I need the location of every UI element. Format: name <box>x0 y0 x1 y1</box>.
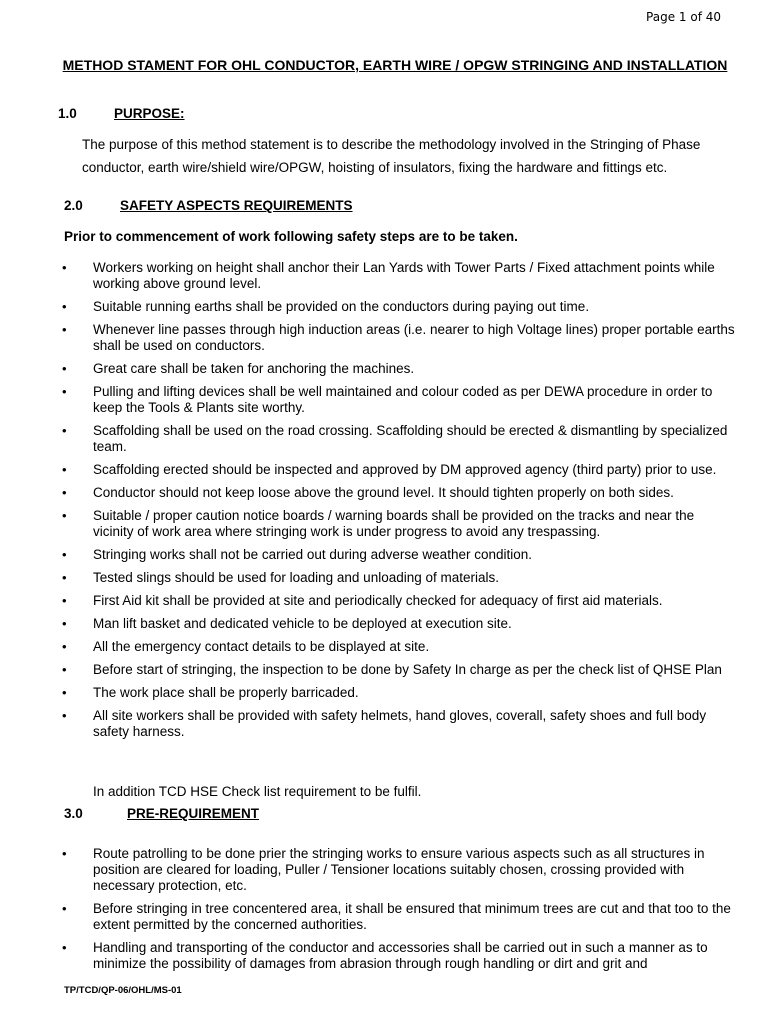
section-1-number: 1.0 <box>58 106 77 121</box>
list-item-text: Handling and transporting of the conductor and accessories shall be carried out in such a manner as to minimize the possibility of damages from abrasion through rough handling or dirt and grit and <box>93 940 708 971</box>
prerequisite-list-item <box>62 846 738 894</box>
safety-list-item <box>62 485 738 501</box>
safety-list-item <box>62 260 738 292</box>
list-item-text: Great care shall be taken for anchoring the machines. <box>93 361 415 376</box>
bullet-icon: • <box>62 846 67 861</box>
prerequisite-bullet-list <box>62 846 738 979</box>
list-item-text: Suitable / proper caution notice boards / warning boards shall be provided on the tracks and near the vicinity of work area where stringing work is under progress to avoid any trespassing. <box>93 508 695 539</box>
list-item-text: Before stringing in tree concentered area, it shall be ensured that minimum trees are cut and that too to the extent permitted by the concerned authorities. <box>93 901 731 932</box>
safety-list-item <box>62 384 738 416</box>
safety-list-item <box>62 462 738 478</box>
document-title: METHOD STAMENT FOR OHL CONDUCTOR, EARTH WIRE / OPGW STRINGING AND INSTALLATION <box>62 57 728 73</box>
safety-list-item <box>62 299 738 315</box>
safety-list-item <box>62 508 738 540</box>
list-item-text: All site workers shall be provided with safety helmets, hand gloves, coverall, safety shoes and full body safety harness. <box>93 708 707 739</box>
safety-bullet-list <box>62 260 738 747</box>
bullet-icon: • <box>62 708 67 723</box>
section-2-title: SAFETY ASPECTS REQUIREMENTS <box>120 198 353 213</box>
list-item-text: Route patrolling to be done prier the stringing works to ensure various aspects such as all structures in position are cleared for loading, Puller / Tensioner locations suitably chosen, crossing provided with necessary protection, etc. <box>93 846 705 893</box>
safety-list-item <box>62 708 738 740</box>
safety-list-item <box>62 570 738 586</box>
bullet-icon: • <box>62 485 67 500</box>
list-item-text: Workers working on height shall anchor their Lan Yards with Tower Parts / Fixed attachment points while working above ground level. <box>93 260 715 291</box>
safety-intro: Prior to commencement of work following safety steps are to be taken. <box>64 229 518 244</box>
bullet-icon: • <box>62 639 67 654</box>
section-1-title: PURPOSE: <box>114 106 185 121</box>
safety-list-item <box>62 322 738 354</box>
bullet-icon: • <box>62 685 67 700</box>
hse-note: In addition TCD HSE Check list requirement to be fulfil. <box>93 784 422 799</box>
page-number: Page 1 of 40 <box>646 10 721 24</box>
document-reference-footer: TP/TCD/QP-06/OHL/MS-01 <box>64 985 182 996</box>
list-item-text: First Aid kit shall be provided at site and periodically checked for adequacy of first aid materials. <box>93 593 663 608</box>
section-2-number: 2.0 <box>64 198 83 213</box>
list-item-text: Suitable running earths shall be provided on the conductors during paying out time. <box>93 299 590 314</box>
list-item-text: Whenever line passes through high induction areas (i.e. nearer to high Voltage lines) proper portable earths shall be used on conductors. <box>93 322 735 353</box>
bullet-icon: • <box>62 547 67 562</box>
list-item-text: Man lift basket and dedicated vehicle to be deployed at execution site. <box>93 616 512 631</box>
list-item-text: All the emergency contact details to be displayed at site. <box>93 639 430 654</box>
bullet-icon: • <box>62 423 67 438</box>
prerequisite-list-item <box>62 901 738 933</box>
bullet-icon: • <box>62 322 67 337</box>
list-item-text: Scaffolding erected should be inspected and approved by DM approved agency (third party) prior to use. <box>93 462 717 477</box>
safety-list-item <box>62 685 738 701</box>
list-item-text: Pulling and lifting devices shall be well maintained and colour coded as per DEWA procedure in order to keep the Tools & Plants site worthy. <box>93 384 713 415</box>
bullet-icon: • <box>62 901 67 916</box>
prerequisite-list-item <box>62 940 738 972</box>
bullet-icon: • <box>62 260 67 275</box>
bullet-icon: • <box>62 508 67 523</box>
list-item-text: Stringing works shall not be carried out during adverse weather condition. <box>93 547 532 562</box>
safety-list-item <box>62 361 738 377</box>
bullet-icon: • <box>62 384 67 399</box>
safety-list-item <box>62 639 738 655</box>
bullet-icon: • <box>62 662 67 677</box>
bullet-icon: • <box>62 593 67 608</box>
safety-list-item <box>62 616 738 632</box>
safety-list-item <box>62 593 738 609</box>
bullet-icon: • <box>62 570 67 585</box>
section-3-title: PRE-REQUIREMENT <box>127 806 260 821</box>
bullet-icon: • <box>62 361 67 376</box>
bullet-icon: • <box>62 299 67 314</box>
list-item-text: Before start of stringing, the inspection to be done by Safety In charge as per the check list of QHSE Plan <box>93 662 722 677</box>
list-item-text: Conductor should not keep loose above the ground level. It should tighten properly on both sides. <box>93 485 674 500</box>
purpose-paragraph: The purpose of this method statement is to describe the methodology involved in the Stringing of Phase conductor, earth wire/shield wire/OPGW, hoisting of insulators, fixing the hardware and fittings etc. <box>82 137 701 175</box>
bullet-icon: • <box>62 940 67 955</box>
safety-list-item <box>62 662 738 678</box>
bullet-icon: • <box>62 462 67 477</box>
bullet-icon: • <box>62 616 67 631</box>
list-item-text: Scaffolding shall be used on the road crossing. Scaffolding should be erected & dismantling by specialized team. <box>93 423 728 454</box>
safety-list-item <box>62 547 738 563</box>
list-item-text: Tested slings should be used for loading and unloading of materials. <box>93 570 500 585</box>
safety-list-item <box>62 423 738 455</box>
section-3-number: 3.0 <box>64 806 83 821</box>
list-item-text: The work place shall be properly barricaded. <box>93 685 359 700</box>
